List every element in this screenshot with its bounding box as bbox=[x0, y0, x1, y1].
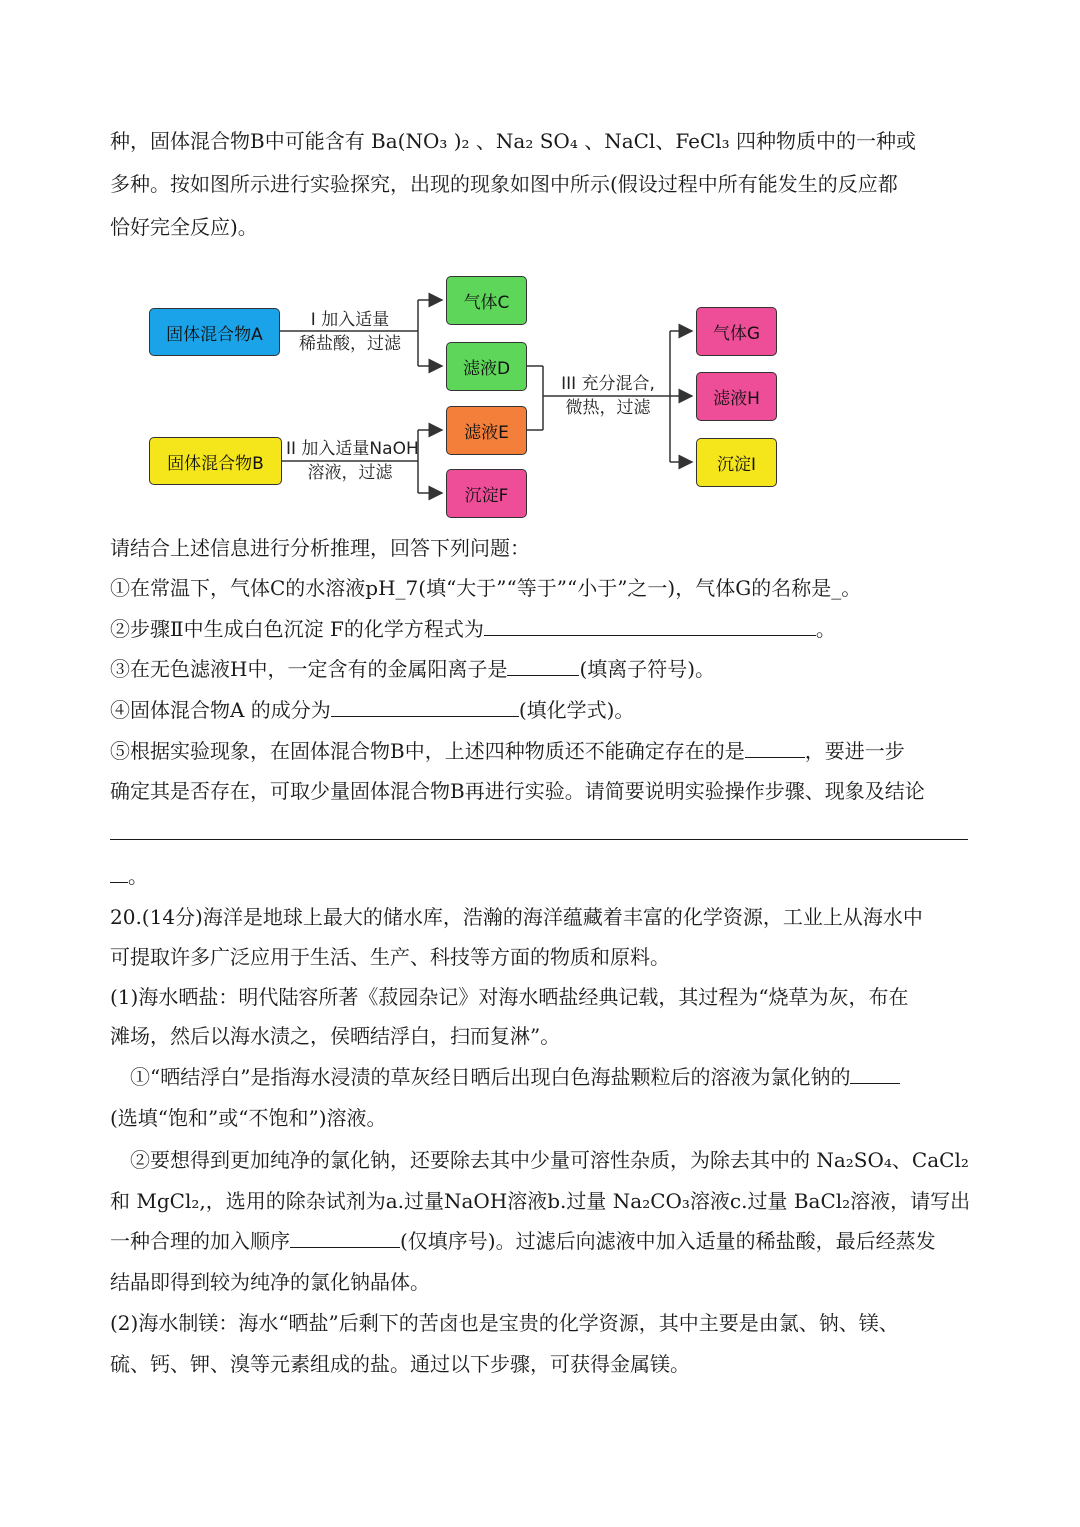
answer-blank-q2[interactable] bbox=[484, 615, 816, 636]
box-filtrate-h: 滤液H bbox=[696, 372, 777, 421]
step1-label-1: I 加入适量 bbox=[310, 310, 390, 330]
questions-lead: 请结合上述信息进行分析推理，回答下列问题： bbox=[110, 536, 530, 560]
answer-blank-q20-sub2[interactable] bbox=[290, 1227, 400, 1248]
intro-line-2: 多种。按如图所示进行实验探究，出现的现象如图中所示(假设过程中所有能发生的反应都 bbox=[110, 172, 898, 196]
intro-line-3: 恰好完全反应)。 bbox=[110, 215, 258, 239]
q20-part1-line-1: (1)海水晒盐：明代陆容所著《菽园杂记》对海水晒盐经典记载，其过程为“烧草为灰，布在 bbox=[110, 985, 909, 1009]
box-solid-b: 固体混合物B bbox=[149, 437, 282, 485]
box-precipitate-f: 沉淀F bbox=[446, 469, 527, 518]
box-filtrate-d: 滤液D bbox=[446, 342, 527, 391]
q20-part2-line-2: 硫、钙、钾、溴等元素组成的盐。通过以下步骤，可获得金属镁。 bbox=[110, 1352, 690, 1376]
answer-blank-q3[interactable] bbox=[507, 655, 579, 676]
question-5: ⑤根据实验现象，在固体混合物B中，上述四种物质还不能确定存在的是 ，要进一步 bbox=[110, 739, 905, 763]
question-5-line-2: 确定其是否存在，可取少量固体混合物B再进行实验。请简要说明实验操作步骤、现象及结论 bbox=[110, 779, 925, 803]
step1-label-2: 稀盐酸，过滤 bbox=[299, 334, 401, 354]
question-2: ②步骤Ⅱ中生成白色沉淀 F的化学方程式为 。 bbox=[110, 617, 836, 641]
step2-label-1: II 加入适量NaOH bbox=[286, 439, 419, 459]
q20-line-1: 20.(14分)海洋是地球上最大的储水库，浩瀚的海洋蕴藏着丰富的化学资源，工业上从海水中 bbox=[110, 905, 923, 929]
question-1: ①在常温下，气体C的水溶液pH_7(填“大于”“等于”“小于”之一)，气体G的名称是_。 bbox=[110, 576, 862, 600]
answer-blank-q4[interactable] bbox=[331, 696, 519, 717]
step3-label-2: 微热，过滤 bbox=[565, 398, 651, 418]
box-solid-a: 固体混合物A bbox=[149, 308, 280, 356]
q20-part1-line-2: 滩场，然后以海水渍之，侯晒结浮白，扫而复淋”。 bbox=[110, 1024, 561, 1048]
answer-blank-q20-sub1[interactable] bbox=[850, 1063, 900, 1084]
box-filtrate-e: 滤液E bbox=[446, 406, 527, 455]
q20-sub1-line-1: ①“晒结浮白”是指海水浸渍的草灰经日晒后出现白色海盐颗粒后的溶液为氯化钠的 bbox=[130, 1063, 900, 1091]
step3-label-1: III 充分混合, bbox=[561, 374, 655, 394]
answer-blank-q5-end[interactable] bbox=[110, 862, 128, 883]
question-5-end: 。 bbox=[110, 862, 148, 890]
q20-sub2-line-1: ②要想得到更加纯净的氯化钠，还要除去其中少量可溶性杂质，为除去其中的 Na₂SO₄、CaCl₂ bbox=[130, 1148, 969, 1172]
question-3: ③在无色滤液H中，一定含有的金属阳离子是 (填离子符号)。 bbox=[110, 657, 716, 681]
question-4: ④固体混合物A 的成分为 (填化学式)。 bbox=[110, 698, 635, 722]
step2-label-2: 溶液，过滤 bbox=[307, 463, 393, 483]
q20-part2-line-1: (2)海水制镁：海水“晒盐”后剩下的苦卤也是宝贵的化学资源，其中主要是由氯、钠、镁、 bbox=[110, 1311, 899, 1335]
answer-blank-q5[interactable] bbox=[745, 737, 805, 758]
q20-sub2-line-3: 一种合理的加入顺序 (仅填序号)。过滤后向滤液中加入适量的稀盐酸，最后经蒸发 bbox=[110, 1229, 936, 1253]
q20-line-2: 可提取许多广泛应用于生活、生产、科技等方面的物质和原料。 bbox=[110, 945, 670, 969]
q20-sub2-line-4: 结晶即得到较为纯净的氯化钠晶体。 bbox=[110, 1270, 430, 1294]
q20-sub2-line-2: 和 MgCl₂,，选用的除杂试剂为a.过量NaOH溶液b.过量 Na₂CO₃溶液c.过量 BaCl₂溶液，请写出 bbox=[110, 1189, 971, 1213]
intro-line-1: 种，固体混合物B中可能含有 Ba(NO₃ )₂ 、Na₂ SO₄ 、NaCl、FeCl₃ 四种物质中的一种或 bbox=[110, 129, 917, 153]
answer-line-q5[interactable] bbox=[110, 839, 968, 840]
box-gas-c: 气体C bbox=[446, 276, 527, 325]
box-gas-g: 气体G bbox=[696, 307, 777, 356]
box-precipitate-i: 沉淀I bbox=[696, 438, 777, 487]
q20-sub1-line-2: (选填“饱和”或“不饱和”)溶液。 bbox=[110, 1106, 387, 1130]
